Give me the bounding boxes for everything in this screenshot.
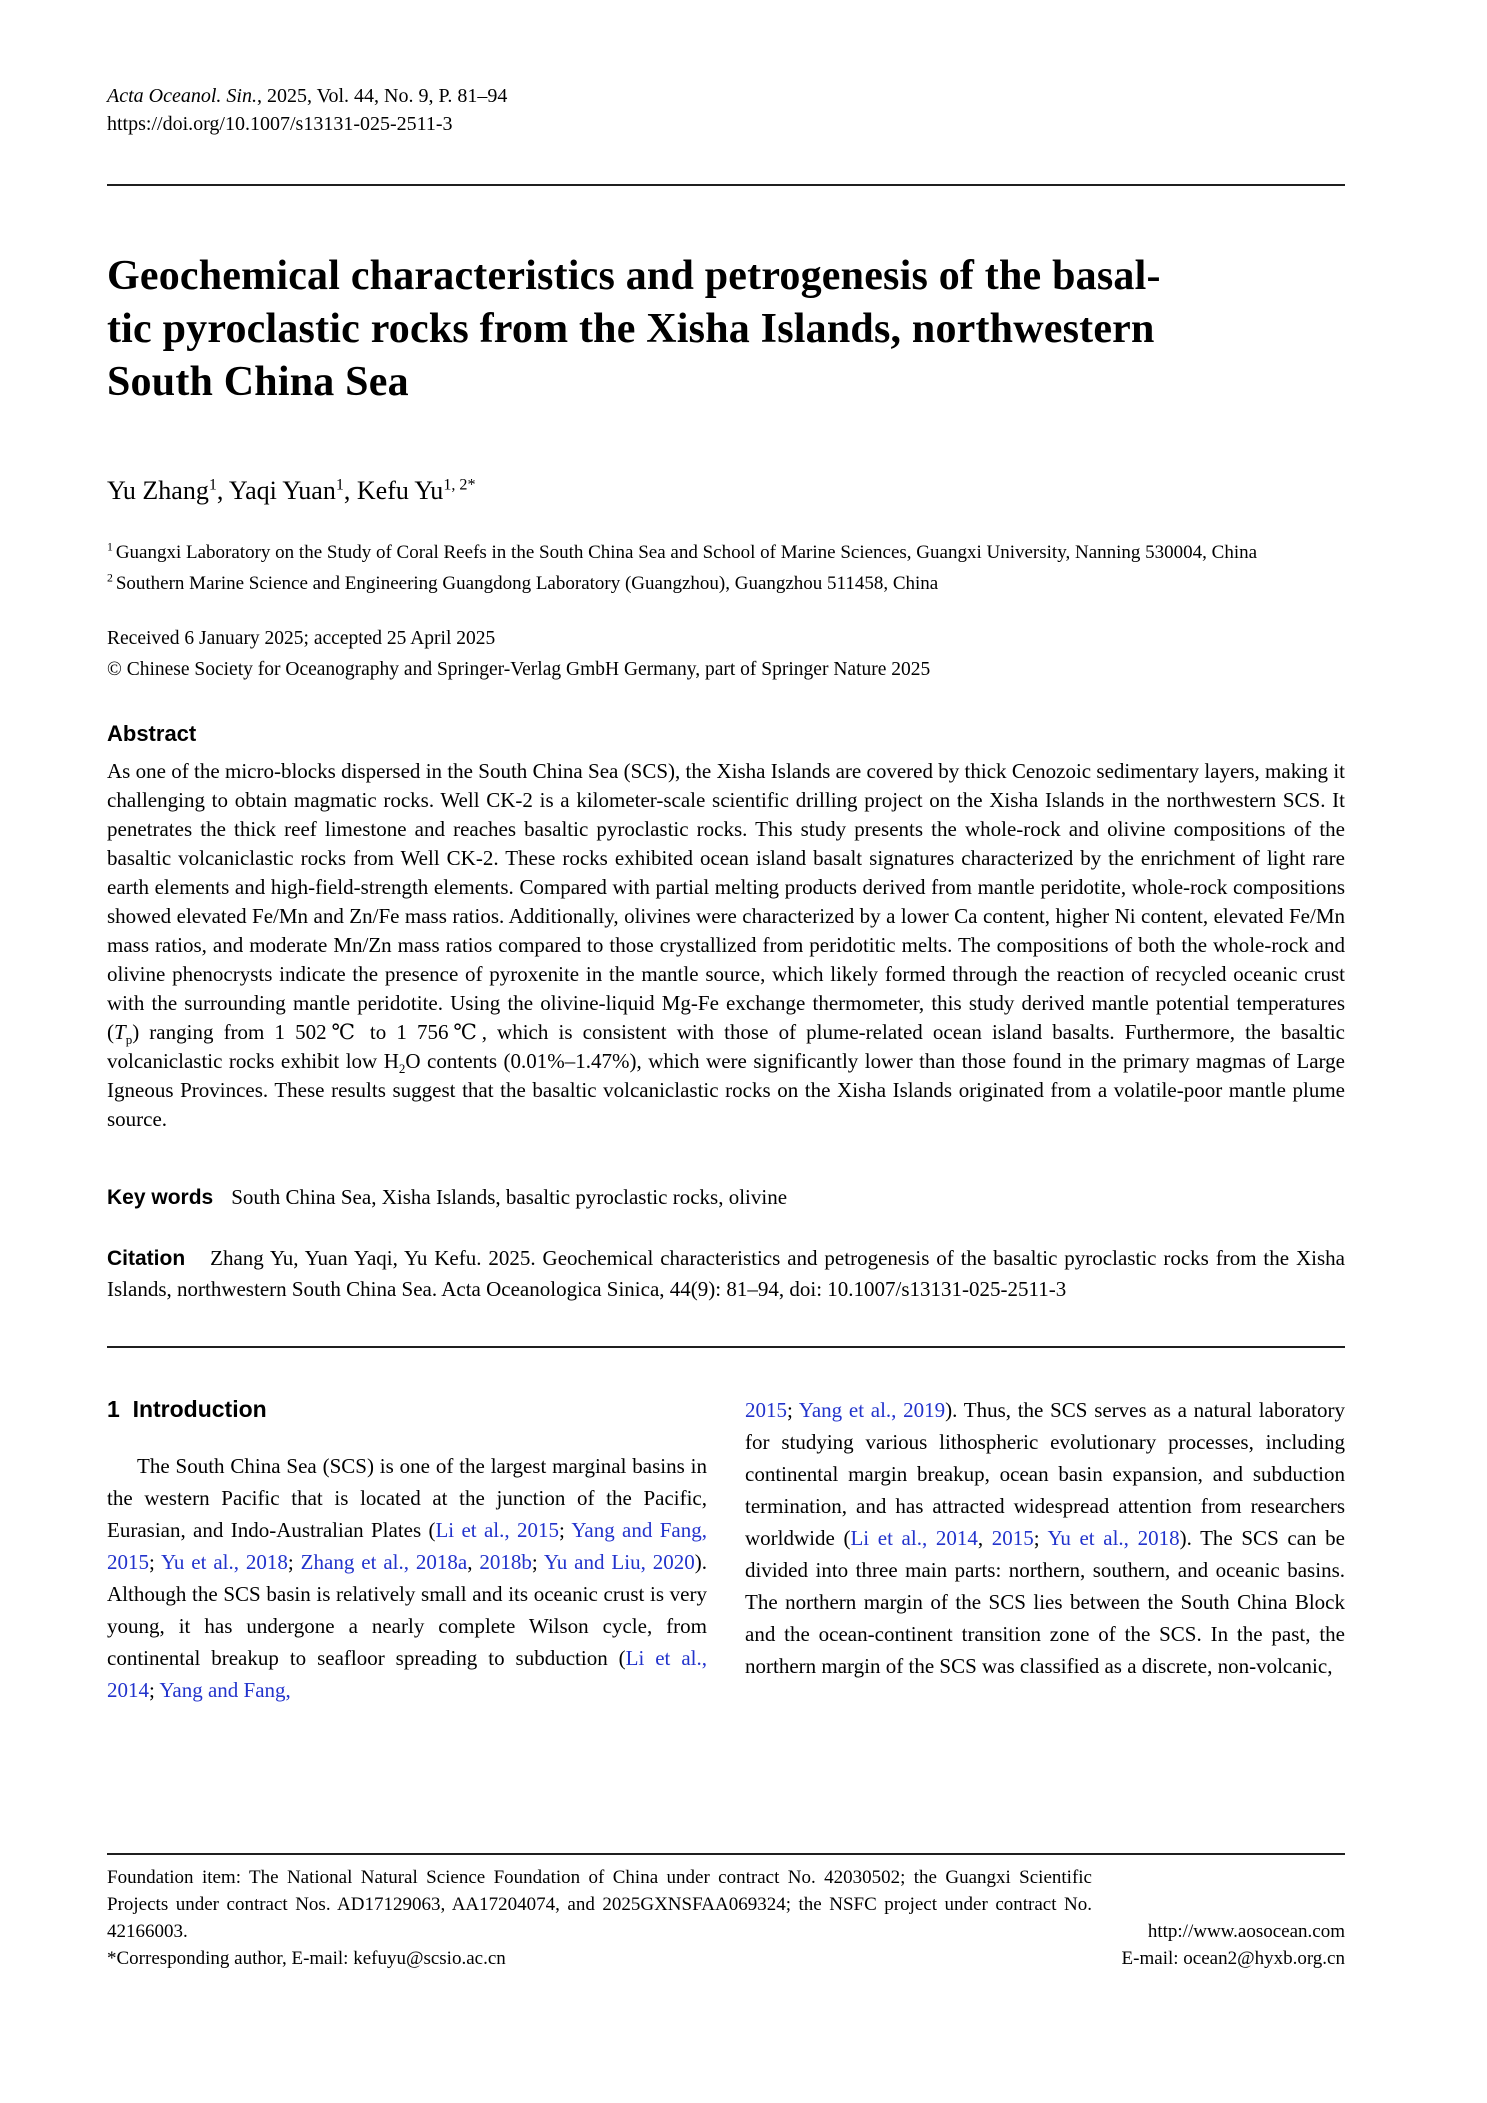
citation-link[interactable]: 2018b xyxy=(479,1550,532,1574)
doi-link[interactable]: https://doi.org/10.1007/s13131-025-2511-3 xyxy=(107,113,453,135)
intro-paragraph-left: The South China Sea (SCS) is one of the largest marginal basins in the western Pacific that is located at the junction of the Pacific, Eurasian, and Indo-Australian Plates (Li et al., 2015; Yang and Fang, 2015; Yu et al., 2018; Zhang et al., 2018a, 2018b; Yu and Liu, 2020). Although the SCS basin is relatively small and its oceanic crust is very young, it has undergone a nearly complete Wilson cycle, from continental breakup to seafloor spreading to subduction (Li et al., 2014; Yang and Fang, xyxy=(107,1454,707,1702)
journal-email-link[interactable]: E-mail: ocean2@hyxb.org.cn xyxy=(1121,1948,1345,1969)
corresponding-author-line: *Corresponding author, E-mail: kefuyu@scsio.ac.cn xyxy=(107,1948,506,1969)
affiliation-2: $^2$ Southern Marine Science and Engineering Guangdong Laboratory (Guangzhou), Guangzhou 511458, China xyxy=(107,571,939,594)
citation-link[interactable]: 2015 xyxy=(745,1398,787,1422)
affiliation-1: $^1$ Guangxi Laboratory on the Study of Coral Reefs in the South China Sea and School of Marine Sciences, Guangxi University, Nanning 530004, China xyxy=(107,540,1258,563)
keywords-text: South China Sea, Xisha Islands, basaltic pyroclastic rocks, olivine xyxy=(231,1185,788,1209)
footnote-left xyxy=(107,1864,1092,1972)
affiliations xyxy=(107,537,1345,599)
copyright-line: © Chinese Society for Oceanography and Springer-Verlag GmbH Germany, part of Springer Nature 2025 xyxy=(107,659,931,680)
abstract-heading: Abstract xyxy=(107,721,197,746)
journal-header xyxy=(107,82,1345,138)
footnote-right xyxy=(1092,1864,1345,1972)
citation-link[interactable]: Li et al., 2014 xyxy=(107,1646,707,1702)
intro-paragraph-right: 2015; Yang et al., 2019). Thus, the SCS serves as a natural laboratory for studying various lithospheric evolutionary processes, including continental margin breakup, ocean basin expansion, and subduction termination, and has attracted widespread attention from researchers worldwide (Li et al., 2014, 2015; Yu et al., 2018). The SCS can be divided into three main parts: northern, southern, and oceanic basins. The northern margin of the SCS lies between the South China Block and the ocean-continent transition zone of the SCS. In the past, the northern margin of the SCS was classified as a discrete, non-volcanic, xyxy=(745,1398,1345,1678)
citation-link[interactable]: Li et al., 2014 xyxy=(850,1526,978,1550)
journal-website-link[interactable]: http://www.aosocean.com xyxy=(1147,1921,1345,1942)
citation-link[interactable]: Yang et al., 2019 xyxy=(798,1398,946,1422)
authors-line: Yu Zhang$^1$, Yaqi Yuan$^1$, Kefu $Yu^{1, 2*}$ xyxy=(107,476,476,505)
two-column-body xyxy=(107,1394,1345,1762)
keywords-row xyxy=(107,1182,1345,1213)
footnote xyxy=(107,1853,1345,1972)
journal-citation-line: Acta Oceanol. Sin., 2025, Vol. 44, No. 9, P. 81–94 xyxy=(107,85,508,107)
citation-label: Citation xyxy=(107,1247,186,1270)
citation-text: Zhang Yu, Yuan Yaqi, Yu Kefu. 2025. Geochemical characteristics and petrogenesis of the basaltic pyroclastic rocks from the Xisha Islands, northwestern South China Sea. Acta Oceanologica Sinica, 44(9): 81–94, doi: 10.1007/s13131-025-2511-3 xyxy=(107,1246,1345,1301)
abstract-text: As one of the micro-blocks dispersed in the South China Sea (SCS), the Xisha Islands are covered by thick Cenozoic sedimentary layers, making it challenging to obtain magmatic rocks. Well CK-2 is a kilometer-scale scientific drilling project on the Xisha Islands in the northwestern SCS. It penetrates the thick reef limestone and reaches basaltic pyroclastic rocks. This study presents the whole-rock and olivine compositions of the basaltic volcaniclastic rocks from Well CK-2. These rocks exhibited ocean island basalt signatures characterized by the enrichment of light rare earth elements and high-field-strength elements. Compared with partial melting products derived from mantle peridotite, whole-rock compositions showed elevated Fe/Mn and Zn/Fe mass ratios. Additionally, olivines were characterized by a lower Ca content, higher Ni content, elevated Fe/Mn mass ratios, and moderate Mn/Zn mass ratios compared to those crystallized from peridotitic melts. The compositions of both the whole-rock and olivine phenocrysts indicate the presence of pyroxenite in the mantle source, which likely formed through the reaction of recycled oceanic crust with the surrounding mantle peridotite. Using the olivine-liquid Mg-Fe exchange thermometer, this study derived mantle potential temperatures $(T_p)$ ranging from 1 502℃ to 1 756℃, which is consistent with those of plume-related ocean island basalts. Furthermore, the basaltic volcaniclastic rocks exhibit low $H_2O$ contents (0.01%–1.47%), which were significantly lower than those found in the primary magmas of Large Igneous Provinces. These results suggest that the basaltic volcaniclastic rocks on the Xisha Islands originated from a volatile-poor mantle plume source. xyxy=(107,759,1345,1131)
citation-link[interactable]: Yu et al., 2018 xyxy=(160,1550,288,1574)
citation-link[interactable]: Yang and Fang, 2015 xyxy=(107,1518,707,1574)
section-divider xyxy=(107,1346,1345,1348)
title-line-1: Geochemical characteristics and petrogenesis of the basal- xyxy=(107,253,1161,299)
citation-link[interactable]: Yang and Fang, xyxy=(159,1678,291,1702)
left-column xyxy=(107,1394,707,1762)
citation-link[interactable]: Yu and Liu, 2020 xyxy=(543,1550,695,1574)
article-title xyxy=(107,250,1345,409)
citation-block xyxy=(107,1243,1345,1304)
citation-link[interactable]: Li et al., 2015 xyxy=(435,1518,559,1542)
title-line-3: South China Sea xyxy=(107,359,409,405)
header-divider xyxy=(107,184,1345,186)
title-line-2: tic pyroclastic rocks from the Xisha Islands, northwestern xyxy=(107,306,1155,352)
citation-link[interactable]: Yu et al., 2018 xyxy=(1047,1526,1180,1550)
citation-link[interactable]: Zhang et al., 2018a xyxy=(300,1550,468,1574)
foundation-item: Foundation item: The National Natural Science Foundation of China under contract No. 42030502; the Guangxi Scientific Projects under contract Nos. AD17129063, AA17204074, and 2025GXNSFAA069324; the NSFC project under contract No. 42166003. xyxy=(107,1867,1092,1942)
keywords-label: Key words xyxy=(107,1186,214,1209)
citation-link[interactable]: 2015 xyxy=(991,1526,1034,1550)
introduction-heading: 1 Introduction xyxy=(107,1396,267,1422)
received-accepted-line: Received 6 January 2025; accepted 25 April 2025 xyxy=(107,628,496,649)
right-column xyxy=(745,1394,1345,1762)
